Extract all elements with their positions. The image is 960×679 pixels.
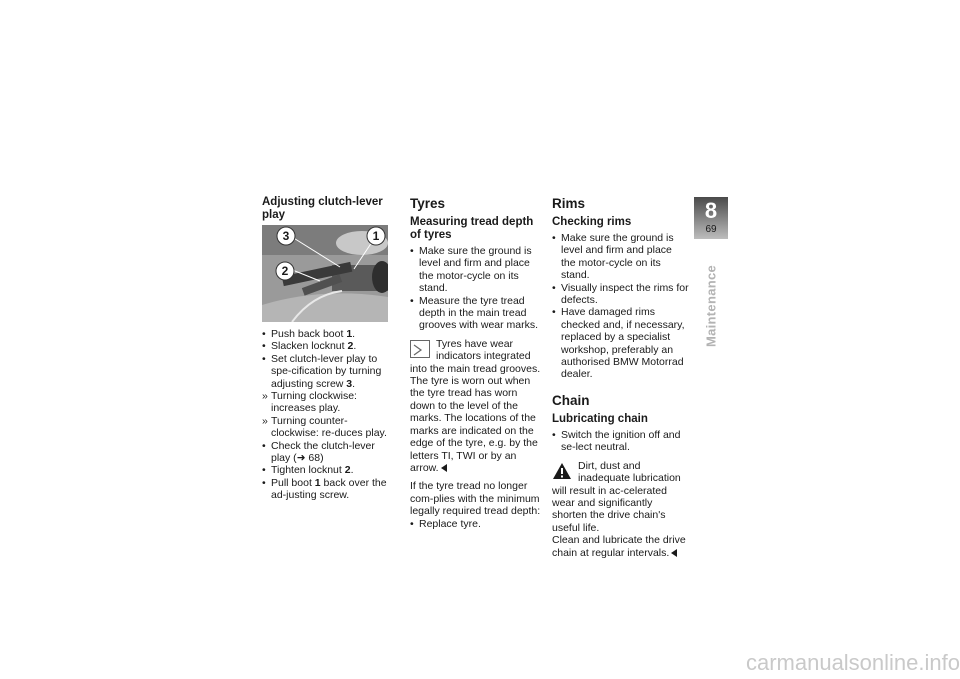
chain-warning: Dirt, dust and inadequate lubrication will result in ac-celerated wear and significantly shorten the drive chain's useful life. xyxy=(552,459,681,534)
list-item: • Slacken locknut 2. xyxy=(262,340,388,352)
page-number: 69 xyxy=(705,224,717,235)
subheading-checking-rims: Checking rims xyxy=(552,216,632,228)
list-item: • Set clutch-lever play to spe-cification by turning adjusting screw 3. xyxy=(262,353,388,390)
list-item: • Replace tyre. xyxy=(410,518,545,530)
callout-1: 1 xyxy=(372,229,380,243)
section-heading-rims: Rims xyxy=(552,196,586,211)
list-item-result: » Turning counter-clockwise: re-duces play. xyxy=(262,415,388,440)
list-item: • Switch the ignition off and se-lect neutral. xyxy=(552,429,689,454)
watermark: carmanualsonline.info xyxy=(745,650,960,675)
column-tyres xyxy=(410,196,545,530)
callout-2: 2 xyxy=(281,264,289,278)
page-ref[interactable]: 68 xyxy=(308,452,321,465)
clutch-steps-list xyxy=(262,328,388,502)
paragraph-minimum-depth: If the tyre tread no longer com-plies with the minimum legally required tread depth: xyxy=(410,480,541,518)
tyre-note: Tyres have wear indicators integrated into the main tread grooves. The tyre is worn out when the tyre tread has worn down to the level of the marks. The locations of the marks are indicated on the edge of the tyre, e.g. by the letters TI, TWI or by an arrow. xyxy=(410,337,541,474)
list-item: • Measure the tyre tread depth in the main tread grooves with wear marks. xyxy=(410,295,545,332)
chapter-title-vertical: Maintenance xyxy=(703,264,719,348)
chapter-tab xyxy=(694,197,728,239)
end-mark-icon xyxy=(671,549,677,557)
list-item: • Visually inspect the rims for defects. xyxy=(552,282,689,307)
callout-3: 3 xyxy=(282,229,290,243)
page-ref-arrow-icon: ➜ xyxy=(296,452,309,465)
subheading-lubricating-chain: Lubricating chain xyxy=(552,412,648,425)
rim-steps-list xyxy=(552,232,689,381)
tyre-replace-list xyxy=(410,518,545,530)
chain-steps-list xyxy=(552,429,689,454)
clutch-lever-photo xyxy=(262,225,388,322)
section-heading-tyres: Tyres xyxy=(410,196,446,211)
list-item: • Push back boot 1. xyxy=(262,328,388,340)
warning-icon xyxy=(552,462,572,480)
section-heading-clutch: Adjusting clutch-lever play xyxy=(262,196,383,221)
list-item: • Pull boot 1 back over the ad-justing screw. xyxy=(262,477,388,502)
column-clutch-adjustment xyxy=(262,196,388,502)
column-rims-chain xyxy=(552,196,689,559)
list-item: • Check the clutch-lever play (➜ 68) xyxy=(262,440,388,465)
note-icon xyxy=(410,340,430,358)
list-item-result: » Turning clockwise: increases play. xyxy=(262,390,388,415)
list-item: • Make sure the ground is level and firm and place the motor-cycle on its stand. xyxy=(552,232,689,282)
subheading-tread-depth: Measuring tread depth of tyres xyxy=(410,216,534,241)
section-heading-chain: Chain xyxy=(552,392,590,408)
list-item: • Have damaged rims checked and, if necessary, replaced by a specialist workshop, preferably an authorised BMW Motorrad dealer. xyxy=(552,306,689,380)
list-item: • Tighten locknut 2. xyxy=(262,464,388,476)
tyre-steps-list xyxy=(410,245,545,332)
chapter-number: 8 xyxy=(704,198,718,223)
list-item: • Make sure the ground is level and firm and place the motor-cycle on its stand. xyxy=(410,245,545,295)
end-mark-icon xyxy=(441,464,447,472)
paragraph-chain-maintenance: Clean and lubricate the drive chain at regular intervals. xyxy=(552,534,686,559)
